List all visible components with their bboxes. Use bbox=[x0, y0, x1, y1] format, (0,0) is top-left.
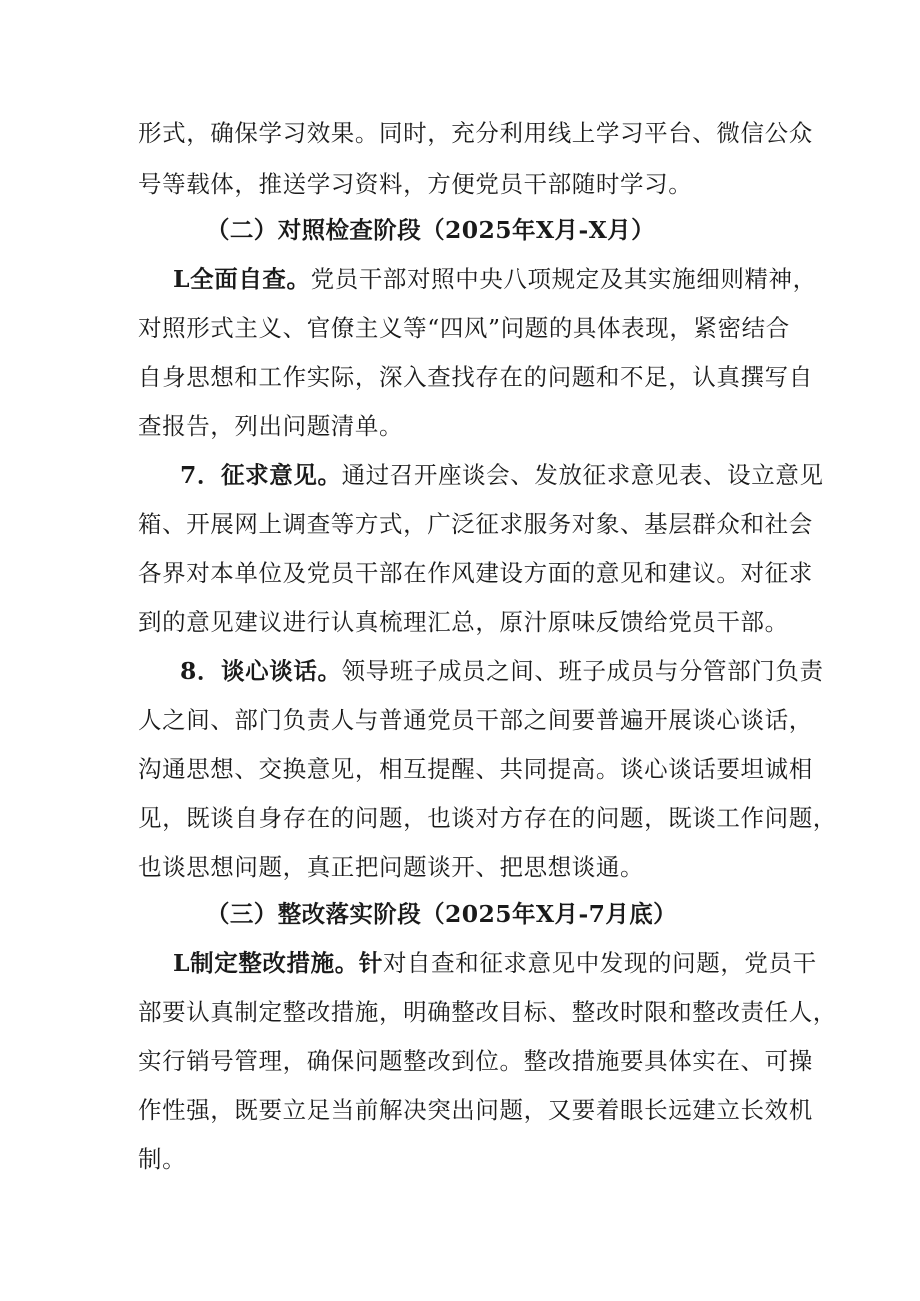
talks-title: 8．谈心谈话。 bbox=[180, 657, 342, 685]
paragraph-opinions-line-2: 箱、开展网上调查等方式，广泛征求服务对象、基层群众和社会 bbox=[138, 510, 813, 538]
paragraph-talks-line-5: 也谈思想问题，真正把问题谈开、把思想谈通。 bbox=[138, 853, 645, 881]
paragraph-self-check-line-2: 对照形式主义、官僚主义等“四风”问题的具体表现，紧密结合 bbox=[138, 314, 790, 342]
paragraph-rectification-line-1: L制定整改措施。针对自查和征求意见中发现的问题，党员干 bbox=[173, 949, 817, 977]
paragraph-rectification-line-2: 部要认真制定整改措施，明确整改目标、整改时限和整改责任人， bbox=[138, 998, 837, 1026]
paragraph-self-check-line-3: 自身思想和工作实际，深入查找存在的问题和不足，认真撰写自 bbox=[138, 363, 813, 391]
paragraph-talks-line-2: 人之间、部门负责人与普通党员干部之间要普遍开展谈心谈话， bbox=[138, 706, 813, 734]
paragraph-rectification-line-4: 作性强，既要立足当前解决突出问题，又要着眼长远建立长效机 bbox=[138, 1096, 813, 1124]
paragraph-rectification-line-5: 制。 bbox=[138, 1145, 187, 1173]
intro-line-2: 号等载体，推送学习资料，方便党员干部随时学习。 bbox=[138, 170, 693, 198]
paragraph-opinions-line-3: 各界对本单位及党员干部在作风建设方面的意见和建议。对征求 bbox=[138, 559, 813, 587]
paragraph-opinions-line-1: 7．征求意见。通过召开座谈会、发放征求意见表、设立意见 bbox=[180, 461, 824, 489]
section-3-heading: （三）整改落实阶段（2025年X月-7月底） bbox=[206, 900, 678, 928]
paragraph-talks-line-4: 见，既谈自身存在的问题，也谈对方存在的问题，既谈工作问题， bbox=[138, 804, 837, 832]
paragraph-talks-line-3: 沟通思想、交换意见，相互提醒、共同提高。谈心谈话要坦诚相 bbox=[138, 755, 813, 783]
rectification-title: L制定整改措施。针 bbox=[173, 949, 383, 977]
paragraph-self-check-line-1: L全面自查。党员干部对照中央八项规定及其实施细则精神， bbox=[173, 265, 817, 293]
paragraph-self-check-line-4: 查报告，列出问题清单。 bbox=[138, 412, 404, 440]
self-check-title: L全面自查。 bbox=[173, 265, 311, 293]
opinions-title: 7．征求意见。 bbox=[180, 461, 342, 489]
intro-line-1: 形式，确保学习效果。同时，充分利用线上学习平台、微信公众 bbox=[138, 119, 813, 147]
section-2-heading: （二）对照检查阶段（2025年X月-X月） bbox=[206, 216, 656, 244]
paragraph-opinions-line-4: 到的意见建议进行认真梳理汇总，原汁原味反馈给党员干部。 bbox=[138, 608, 789, 636]
paragraph-talks-line-1: 8．谈心谈话。领导班子成员之间、班子成员与分管部门负责 bbox=[180, 657, 824, 685]
paragraph-rectification-line-3: 实行销号管理，确保问题整改到位。整改措施要具体实在、可操 bbox=[138, 1047, 813, 1075]
